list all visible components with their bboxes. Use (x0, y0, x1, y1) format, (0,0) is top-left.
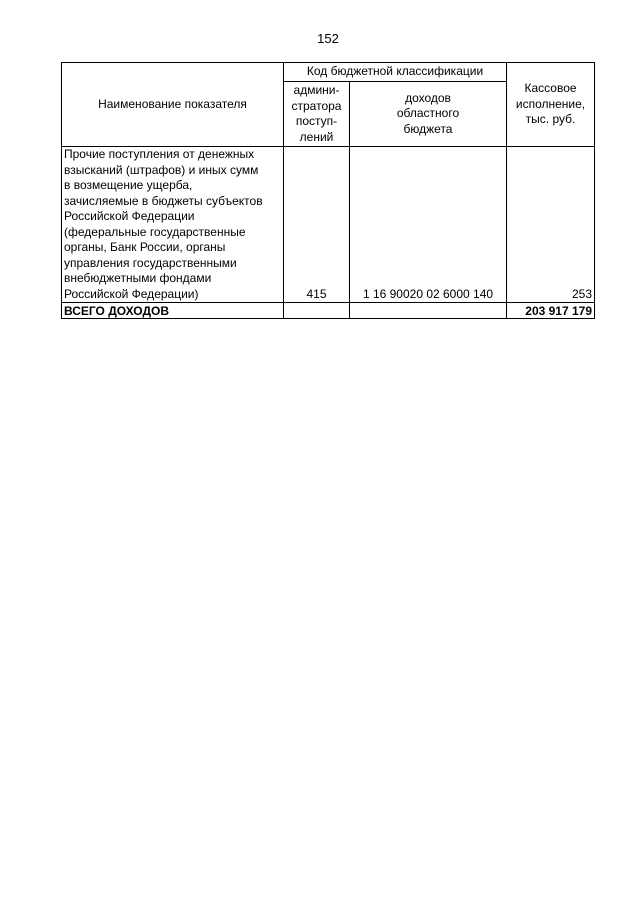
page-number: 152 (317, 31, 339, 46)
total-label: ВСЕГО ДОХОДОВ (62, 303, 284, 319)
total-amount: 203 917 179 (507, 303, 595, 319)
row-cash-execution: 253 (507, 147, 595, 303)
row-income-code: 1 16 90020 02 6000 140 (350, 147, 507, 303)
header-classification-code: Код бюджетной классификации (284, 63, 507, 82)
revenue-table (61, 62, 595, 319)
row-administrator-code: 415 (284, 147, 350, 303)
header-income-code: доходов областного бюджета (350, 82, 507, 147)
row-indicator-name: Прочие поступления от денежных взысканий (штрафов) и иных сумм в возмещение ущерба, зачисляемые в бюджеты субъектов Российской Федерации (федеральные государственные органы, Банк России, органы управления государственными внебюджетными фондами Российской Федерации) (62, 147, 284, 303)
total-admin-empty (284, 303, 350, 319)
table-row (62, 147, 595, 303)
total-income-empty (350, 303, 507, 319)
header-indicator-name: Наименование показателя (62, 63, 284, 147)
header-cash-execution: Кассовое исполнение, тыс. руб. (507, 63, 595, 147)
header-row-1 (62, 63, 595, 82)
total-row (62, 303, 595, 319)
header-administrator-code: админи- стратора поступ- лений (284, 82, 350, 147)
